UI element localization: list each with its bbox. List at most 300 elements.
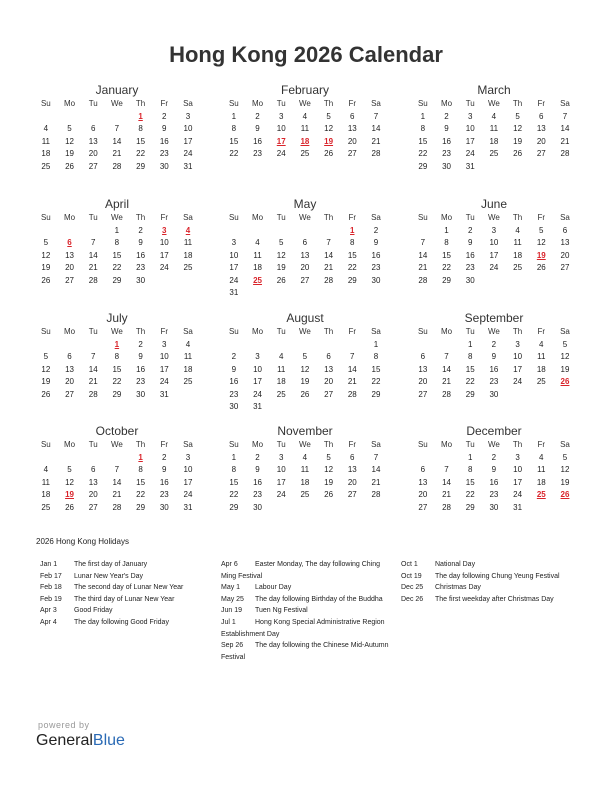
brand-name-general: General: [36, 732, 93, 749]
day-cell: 29: [112, 389, 122, 399]
month-name: August: [286, 311, 324, 325]
empty-cell: [435, 339, 459, 352]
weekday-label: We: [298, 99, 311, 108]
empty-cell: [411, 225, 435, 238]
weekday-label: Sa: [183, 213, 193, 222]
day-cell: 16: [159, 477, 169, 487]
empty-cell: [317, 339, 341, 352]
day-cell: 22: [229, 490, 239, 499]
day-cell: 25: [300, 149, 310, 158]
day-cell: 9: [138, 238, 143, 247]
weekday-label: Fr: [160, 99, 169, 108]
holiday-item: [221, 559, 396, 582]
day-cell: 28: [371, 149, 381, 158]
day-cell: 2: [162, 111, 167, 121]
day-cell: 16: [489, 364, 499, 374]
weekday-label: We: [298, 327, 311, 336]
day-cell: 27: [300, 275, 310, 285]
day-cell: 12: [41, 364, 51, 374]
day-cell: 3: [515, 339, 520, 349]
day-cell: 11: [183, 352, 193, 361]
holiday-date: May 1: [221, 584, 241, 592]
holiday-name: The first weekday after Christmas Day: [435, 595, 554, 603]
day-cell: 10: [276, 124, 286, 133]
day-cell: 1: [114, 225, 120, 235]
empty-cell: [269, 339, 293, 352]
day-cell: 16: [136, 364, 146, 374]
day-cell: 11: [300, 124, 310, 133]
day-cell: 26: [536, 263, 546, 272]
day-cell: 26: [41, 389, 51, 399]
powered-by-text: powered by: [38, 720, 90, 730]
holiday-date: Dec 26: [401, 595, 424, 603]
weekday-label: Mo: [251, 99, 264, 108]
day-cell: 24: [253, 389, 262, 399]
weekday-label: Sa: [560, 327, 570, 336]
day-cell: 19: [513, 136, 523, 146]
day-cell: 23: [489, 490, 499, 499]
day-cell: 12: [513, 124, 523, 133]
day-cell: 6: [90, 124, 96, 133]
day-cell: 30: [159, 161, 169, 171]
day-cell: 26: [65, 502, 74, 512]
day-cell: 24: [465, 149, 475, 158]
holidays-title: 2026 Hong Kong Holidays: [36, 537, 129, 546]
weekday-label: Fr: [348, 440, 357, 449]
day-cell: 21: [442, 377, 451, 386]
weekday-label: We: [487, 213, 500, 222]
weekday-label: Su: [40, 213, 51, 222]
day-cell: 3: [491, 225, 497, 235]
day-cell: 6: [420, 465, 426, 474]
day-cell: 20: [347, 136, 357, 146]
weekday-label: Th: [512, 99, 523, 108]
day-cell: 22: [418, 149, 428, 158]
day-cell: 10: [183, 465, 193, 474]
day-cell: 5: [539, 225, 544, 235]
holiday-column-1: [40, 559, 215, 629]
day-cell: 20: [88, 149, 98, 158]
day-cell: 11: [183, 238, 193, 247]
holiday-item: [221, 640, 396, 663]
day-cell: 4: [539, 452, 544, 462]
day-cell: 7: [114, 465, 120, 474]
day-cell: 22: [136, 149, 146, 158]
day-cell: 10: [229, 250, 239, 260]
day-cell: 20: [88, 490, 98, 499]
day-cell: 3: [185, 111, 191, 121]
day-cell: 31: [183, 161, 193, 171]
day-cell: 19: [324, 477, 334, 487]
day-cell: 17: [229, 263, 239, 272]
day-cell: 11: [489, 124, 499, 133]
day-cell: 28: [371, 490, 381, 499]
day-cell: 10: [159, 352, 169, 361]
holiday-date: Feb 17: [40, 572, 62, 580]
day-cell: 29: [371, 389, 381, 399]
weekday-label: Fr: [537, 99, 546, 108]
day-cell: 21: [324, 263, 334, 272]
holiday-item: [401, 571, 576, 583]
day-cell: 14: [112, 477, 122, 487]
weekday-label: Tu: [276, 327, 286, 336]
empty-cell: [34, 339, 58, 352]
brand-logo[interactable]: [36, 732, 125, 750]
weekday-label: Su: [417, 440, 428, 449]
day-cell: 7: [444, 465, 449, 474]
holiday-day-cell: 19: [65, 490, 74, 499]
day-cell: 31: [513, 502, 523, 512]
day-cell: 28: [88, 275, 98, 285]
weekday-label: Sa: [560, 99, 570, 108]
holiday-date: May 25: [221, 595, 244, 603]
empty-cell: [58, 111, 82, 124]
day-cell: 2: [138, 225, 143, 235]
day-cell: 12: [65, 136, 74, 146]
day-cell: 10: [513, 352, 523, 361]
empty-cell: [293, 339, 317, 352]
day-cell: 18: [41, 149, 51, 158]
day-cell: 30: [489, 502, 499, 512]
day-cell: 24: [276, 149, 286, 158]
day-cell: 5: [302, 352, 308, 361]
day-cell: 23: [489, 377, 499, 386]
day-cell: 3: [231, 238, 237, 247]
day-cell: 23: [159, 490, 169, 499]
day-cell: 7: [373, 452, 379, 462]
month-grid: [222, 326, 388, 414]
day-cell: 12: [65, 477, 74, 487]
month-grid: [222, 212, 388, 300]
day-cell: 2: [373, 225, 379, 235]
day-cell: 14: [88, 364, 98, 374]
day-cell: 16: [159, 136, 169, 146]
weekday-label: Tu: [88, 99, 98, 108]
day-cell: 25: [276, 389, 286, 399]
day-cell: 4: [515, 225, 520, 235]
day-cell: 29: [465, 502, 475, 512]
day-cell: 17: [253, 377, 262, 386]
weekday-label: Su: [40, 327, 51, 336]
day-cell: 13: [65, 364, 74, 374]
day-cell: 30: [489, 389, 499, 399]
month-name: December: [466, 424, 522, 438]
day-cell: 9: [231, 364, 237, 374]
day-cell: 28: [442, 389, 451, 399]
day-cell: 2: [255, 111, 260, 121]
day-cell: 30: [136, 275, 146, 285]
day-cell: 6: [350, 111, 355, 121]
day-cell: 18: [183, 364, 193, 374]
day-cell: 29: [136, 161, 146, 171]
day-cell: 21: [88, 263, 98, 272]
day-cell: 27: [560, 263, 570, 272]
day-cell: 21: [88, 377, 98, 386]
day-cell: 15: [112, 364, 122, 374]
day-cell: 24: [183, 490, 193, 499]
empty-cell: [411, 452, 435, 465]
empty-cell: [81, 339, 105, 352]
holiday-day-cell: 19: [324, 136, 334, 146]
holiday-name: The second day of Lunar New Year: [74, 584, 184, 592]
day-cell: 1: [444, 225, 449, 235]
holiday-day-cell: 17: [276, 136, 286, 146]
day-cell: 18: [253, 263, 262, 272]
weekday-label: Mo: [63, 213, 76, 222]
empty-cell: [317, 225, 341, 238]
holiday-date: Feb 19: [40, 595, 62, 603]
day-cell: 22: [465, 490, 475, 499]
day-cell: 18: [300, 477, 310, 487]
month-grid: [34, 326, 200, 401]
weekday-label: Th: [135, 327, 146, 336]
month-grid: [222, 439, 388, 514]
day-cell: 27: [65, 389, 74, 399]
weekday-label: Sa: [371, 440, 381, 449]
day-cell: 8: [444, 238, 449, 247]
day-cell: 13: [418, 364, 428, 374]
day-cell: 14: [560, 124, 570, 133]
empty-cell: [58, 225, 82, 238]
day-cell: 15: [136, 477, 146, 487]
day-cell: 26: [41, 275, 51, 285]
day-cell: 3: [515, 452, 520, 462]
day-cell: 5: [562, 452, 568, 462]
weekday-label: We: [298, 213, 311, 222]
day-cell: 5: [278, 238, 284, 247]
day-cell: 1: [420, 111, 426, 121]
holiday-item: [401, 582, 576, 594]
month-name: March: [477, 83, 511, 97]
day-cell: 4: [302, 111, 308, 121]
day-cell: 12: [324, 465, 334, 474]
day-cell: 30: [136, 389, 146, 399]
day-cell: 11: [513, 238, 522, 247]
day-cell: 30: [465, 275, 475, 285]
day-cell: 12: [41, 250, 51, 260]
day-cell: 27: [347, 149, 357, 158]
day-cell: 4: [185, 339, 191, 349]
day-cell: 13: [65, 250, 74, 260]
day-cell: 3: [162, 339, 167, 349]
day-cell: 27: [536, 149, 546, 158]
month-july: [34, 311, 200, 401]
day-cell: 27: [65, 275, 74, 285]
weekday-label: Mo: [63, 440, 76, 449]
holiday-day-cell: 6: [67, 238, 72, 247]
day-cell: 29: [465, 389, 475, 399]
month-may: [222, 197, 388, 300]
day-cell: 16: [489, 477, 499, 487]
day-cell: 22: [347, 263, 357, 272]
day-cell: 7: [420, 238, 426, 247]
day-cell: 13: [536, 124, 546, 133]
day-cell: 4: [539, 339, 544, 349]
day-cell: 24: [159, 377, 169, 386]
holiday-day-cell: 26: [560, 490, 570, 499]
holiday-day-cell: 19: [536, 250, 546, 260]
day-cell: 27: [88, 502, 98, 512]
empty-cell: [81, 225, 105, 238]
holiday-name: The day following Good Friday: [74, 618, 169, 626]
weekday-label: Th: [135, 440, 146, 449]
day-cell: 9: [138, 352, 143, 361]
weekday-label: Mo: [440, 99, 453, 108]
day-cell: 18: [183, 250, 193, 260]
holiday-day-cell: 25: [253, 275, 262, 285]
holiday-day-cell: 1: [350, 225, 355, 235]
day-cell: 20: [347, 477, 357, 487]
weekday-label: Sa: [183, 440, 193, 449]
day-cell: 11: [277, 364, 286, 374]
weekday-label: Fr: [348, 99, 357, 108]
empty-cell: [340, 339, 364, 352]
day-cell: 11: [41, 477, 50, 487]
day-cell: 2: [467, 225, 473, 235]
day-cell: 5: [43, 352, 49, 361]
month-september: [411, 311, 577, 401]
day-cell: 4: [43, 465, 49, 474]
day-cell: 15: [229, 136, 239, 146]
holiday-item: [40, 571, 215, 583]
holiday-date: Jun 19: [221, 607, 243, 615]
weekday-label: We: [110, 213, 123, 222]
holiday-item: [221, 605, 396, 617]
day-cell: 9: [373, 238, 379, 247]
weekday-label: Tu: [276, 99, 286, 108]
day-cell: 12: [300, 364, 310, 374]
weekday-label: Tu: [88, 440, 98, 449]
day-cell: 30: [442, 161, 451, 171]
holiday-date: Apr 4: [40, 618, 57, 626]
weekday-label: Sa: [560, 213, 570, 222]
empty-cell: [246, 339, 270, 352]
day-cell: 27: [418, 389, 428, 399]
day-cell: 16: [253, 477, 262, 487]
day-cell: 13: [88, 477, 98, 487]
day-cell: 21: [560, 136, 570, 146]
day-cell: 23: [253, 149, 262, 158]
weekday-label: Th: [323, 213, 334, 222]
month-grid: [34, 439, 200, 514]
day-cell: 8: [114, 352, 120, 361]
empty-cell: [81, 452, 105, 465]
month-name: April: [104, 197, 129, 211]
day-cell: 7: [373, 111, 379, 121]
day-cell: 10: [183, 124, 193, 133]
day-cell: 5: [67, 465, 72, 474]
day-cell: 18: [41, 490, 51, 499]
weekday-label: Su: [417, 99, 428, 108]
day-cell: 7: [350, 352, 355, 361]
weekday-label: Tu: [465, 327, 475, 336]
holiday-name: The day following Chung Yeung Festival: [435, 572, 560, 580]
month-grid: [34, 98, 200, 173]
day-cell: 20: [536, 136, 546, 146]
day-cell: 22: [229, 149, 239, 158]
month-name: July: [106, 311, 128, 325]
weekday-label: Su: [40, 99, 51, 108]
day-cell: 25: [489, 149, 499, 158]
holiday-day-cell: 26: [560, 377, 570, 386]
holiday-day-cell: 4: [185, 225, 191, 235]
weekday-label: Tu: [465, 440, 475, 449]
day-cell: 11: [537, 352, 546, 361]
day-cell: 14: [442, 364, 451, 374]
weekday-label: We: [487, 327, 500, 336]
day-cell: 15: [442, 250, 451, 260]
day-cell: 1: [231, 111, 237, 121]
month-december: [411, 424, 577, 514]
month-name: February: [280, 83, 330, 97]
day-cell: 23: [442, 149, 451, 158]
empty-cell: [222, 339, 246, 352]
day-cell: 9: [444, 124, 449, 133]
day-cell: 19: [300, 377, 310, 386]
weekday-label: Tu: [465, 213, 475, 222]
day-cell: 16: [253, 136, 262, 146]
day-cell: 8: [467, 465, 473, 474]
day-cell: 12: [324, 124, 334, 133]
day-cell: 8: [231, 124, 237, 133]
day-cell: 2: [162, 452, 167, 462]
day-cell: 21: [418, 263, 428, 272]
day-cell: 6: [350, 452, 355, 462]
month-name: October: [95, 424, 139, 438]
day-cell: 19: [276, 263, 286, 272]
weekday-label: Th: [323, 440, 334, 449]
day-cell: 17: [276, 477, 286, 487]
weekday-label: Fr: [537, 440, 546, 449]
day-cell: 12: [560, 465, 570, 474]
holiday-date: Jul 1: [221, 618, 236, 626]
holiday-name: The day following the Chinese Mid-Autumn Festival: [221, 642, 389, 661]
holiday-column-2: [221, 559, 396, 663]
day-cell: 6: [420, 352, 426, 361]
day-cell: 13: [347, 465, 357, 474]
day-cell: 18: [513, 250, 523, 260]
day-cell: 28: [442, 502, 451, 512]
weekday-label: Tu: [276, 213, 286, 222]
holiday-day-cell: 1: [138, 452, 143, 462]
holiday-name: The third day of Lunar New Year: [74, 595, 175, 603]
weekday-label: We: [110, 440, 123, 449]
empty-cell: [246, 225, 270, 238]
day-cell: 21: [371, 136, 381, 146]
day-cell: 21: [442, 490, 451, 499]
holiday-item: [40, 605, 215, 617]
empty-cell: [269, 225, 293, 238]
day-cell: 30: [253, 502, 262, 512]
day-cell: 24: [159, 263, 169, 272]
day-cell: 9: [255, 124, 260, 133]
weekday-label: Su: [228, 99, 239, 108]
day-cell: 28: [112, 161, 122, 171]
month-name: January: [95, 83, 139, 97]
empty-cell: [435, 452, 459, 465]
day-cell: 4: [491, 111, 497, 121]
day-cell: 6: [67, 352, 72, 361]
day-cell: 24: [513, 377, 523, 386]
day-cell: 23: [136, 263, 146, 272]
day-cell: 6: [326, 352, 331, 361]
day-cell: 28: [347, 389, 357, 399]
holiday-date: Dec 25: [401, 584, 424, 592]
month-february: [222, 83, 388, 161]
day-cell: 1: [467, 339, 473, 349]
day-cell: 1: [231, 452, 237, 462]
holiday-name: Tuen Ng Festival: [255, 607, 308, 615]
